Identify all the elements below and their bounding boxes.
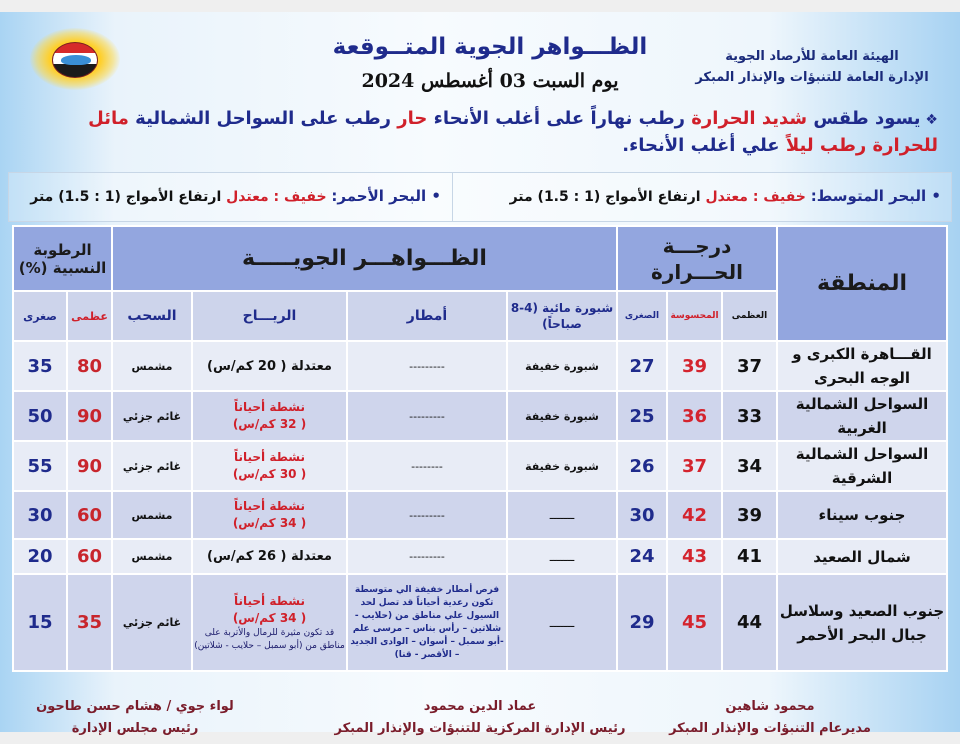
cell-clouds: غائم جزئي — [112, 574, 192, 671]
cell-rain: فرص أمطار خفيفة الي متوسطة تكون رعدية أحياناً قد تصل لحد السيول علي مناطق من (حلايب - شلاتين – رأس بناس – مرسى علم -أبو سمبل – أسوان – الوادى الجديد – الأقصر - قنا) — [347, 574, 507, 671]
sea-waves: ارتفاع الأمواج (1 : 1.5) متر — [30, 189, 222, 205]
signer-title: رئيس مجلس الإدارة — [71, 721, 199, 736]
sea-divider — [452, 173, 453, 221]
wind-state: نشطة أحياناً — [233, 400, 306, 414]
table-row — [13, 441, 947, 491]
table-row — [13, 491, 947, 539]
subheader-fog: شبورة مائية (4-8 صباحاً) — [507, 291, 617, 341]
wind-state: معتدلة ( 20 كم/س) — [207, 358, 332, 374]
sea-state: خفيف : معتدل — [705, 189, 806, 205]
cell-fog: شبورة خفيفة — [507, 391, 617, 441]
header-phenomena: الظـــواهـــر الجويـــــة — [112, 226, 617, 291]
cell-region: السواحل الشمالية الشرقية — [777, 441, 947, 491]
subheader-clouds: السحب — [112, 291, 192, 341]
cell-rain: --------- — [347, 391, 507, 441]
subheader-temp-min: الصغرى — [617, 291, 667, 341]
cell-rain: --------- — [347, 341, 507, 391]
signer-title: مديرعام التنبؤات والإنذار المبكر — [669, 721, 871, 736]
cell-clouds: مشمس — [112, 539, 192, 574]
subheader-wind: الريـــاح — [192, 291, 347, 341]
cell-temp-felt: 42 — [667, 491, 722, 539]
cell-temp-max: 34 — [722, 441, 777, 491]
cell-temp-max: 37 — [722, 341, 777, 391]
cell-temp-max: 39 — [722, 491, 777, 539]
cell-fog: ـــــــ — [507, 491, 617, 539]
sea-state: خفيف : معتدل — [226, 189, 327, 205]
cell-clouds: غائم جزئي — [112, 441, 192, 491]
subheader-temp-max: العظمى — [722, 291, 777, 341]
ema-logo-icon — [30, 28, 120, 90]
logo-emblem — [52, 42, 98, 78]
signer-title: رئيس الإدارة المركزية للتنبؤات والإنذار المبكر — [334, 721, 626, 736]
summary-part-highlight: حار — [397, 108, 428, 129]
cell-hum-min: 55 — [13, 441, 67, 491]
cell-hum-max: 35 — [67, 574, 112, 671]
summary-part: يسود طقس — [807, 108, 921, 129]
cell-temp-min: 25 — [617, 391, 667, 441]
cell-hum-min: 35 — [13, 341, 67, 391]
cell-temp-min: 27 — [617, 341, 667, 391]
cell-temp-max: 44 — [722, 574, 777, 671]
cell-hum-max: 60 — [67, 491, 112, 539]
cell-temp-min: 29 — [617, 574, 667, 671]
logo-cloud-icon — [61, 55, 91, 65]
cell-temp-max: 41 — [722, 539, 777, 574]
wind-state: نشطة أحياناً — [233, 593, 306, 608]
sea-waves: ارتفاع الأمواج (1 : 1.5) متر — [509, 189, 701, 205]
wind-state: نشطة أحياناً — [233, 450, 306, 464]
cell-hum-min: 50 — [13, 391, 67, 441]
cell-temp-min: 26 — [617, 441, 667, 491]
cell-region: القـــاهرة الكبرى و الوجه البحرى — [777, 341, 947, 391]
weather-summary — [18, 106, 938, 159]
cell-wind — [192, 539, 347, 574]
wind-note: قد تكون مثيرة للرمال والأتربة على مناطق من (أبو سمبل – حلايب - شلاتين) — [194, 627, 345, 651]
subheader-rain: أمطار — [347, 291, 507, 341]
cell-fog: شبورة خفيفة — [507, 441, 617, 491]
cell-clouds: مشمس — [112, 341, 192, 391]
header-humidity: الرطوبة النسبية (%) — [13, 226, 112, 291]
cell-fog: ـــــــ — [507, 574, 617, 671]
cell-wind — [192, 574, 347, 671]
cell-rain: --------- — [347, 539, 507, 574]
cell-temp-felt: 39 — [667, 341, 722, 391]
cell-temp-min: 24 — [617, 539, 667, 574]
sea-red — [30, 187, 441, 205]
cell-hum-max: 80 — [67, 341, 112, 391]
summary-part: رطب على السواحل الشمالية — [128, 108, 398, 129]
signer-name: لواء جوي / هشام حسن طاحون — [36, 699, 234, 714]
cell-region: جنوب سيناء — [777, 491, 947, 539]
cell-wind — [192, 491, 347, 539]
wind-speed: ( 32 كم/س) — [232, 417, 307, 431]
header-region: المنطقة — [777, 226, 947, 341]
summary-part-highlight: شديد الحرارة — [691, 108, 808, 129]
diamond-bullet-icon: ❖ — [920, 112, 938, 128]
cell-hum-min: 30 — [13, 491, 67, 539]
sea-name: • البحر المتوسط: — [810, 187, 941, 205]
cell-hum-max: 60 — [67, 539, 112, 574]
wind-speed: ( 34 كم/س) — [232, 516, 307, 530]
cell-temp-felt: 36 — [667, 391, 722, 441]
summary-part-highlight: مائل للحرارة رطب ليلاً — [88, 108, 938, 156]
cell-temp-felt: 43 — [667, 539, 722, 574]
cell-hum-min: 20 — [13, 539, 67, 574]
forecast-bulletin — [0, 12, 960, 736]
table-row — [13, 341, 947, 391]
wind-speed: ( 34 كم/س) — [232, 610, 307, 625]
sea-mediterranean — [510, 187, 941, 205]
summary-part: علي أغلب الأنحاء. — [622, 135, 786, 156]
header-temperature: درجـــة الحـــرارة — [617, 226, 777, 291]
cell-rain: -------- — [347, 441, 507, 491]
cell-wind — [192, 391, 347, 441]
wind-state: نشطة أحياناً — [233, 499, 306, 513]
bulletin-date: يوم السبت 03 أغسطس 2024 — [361, 70, 619, 92]
cell-hum-min: 15 — [13, 574, 67, 671]
org-line-2: الإدارة العامة للتنبؤات والإنذار المبكر — [695, 70, 929, 85]
cell-rain: --------- — [347, 491, 507, 539]
cell-wind — [192, 441, 347, 491]
cell-temp-felt: 45 — [667, 574, 722, 671]
cell-region: السواحل الشمالية الغربية — [777, 391, 947, 441]
subheader-hum-min: صغرى — [13, 291, 67, 341]
summary-part: رطب نهاراً على أغلب الأنحاء — [427, 108, 692, 129]
forecast-table — [12, 225, 948, 672]
cell-region: جنوب الصعيد وسلاسل جبال البحر الأحمر — [777, 574, 947, 671]
cell-hum-max: 90 — [67, 391, 112, 441]
table-row — [13, 391, 947, 441]
signer-name: محمود شاهين — [725, 699, 815, 714]
signature-forecast-director — [640, 696, 900, 740]
sea-state-box — [8, 172, 952, 222]
table-row — [13, 574, 947, 671]
wind-state: معتدلة ( 26 كم/س) — [207, 549, 332, 564]
signature-board-chairman — [10, 696, 260, 740]
cell-wind — [192, 341, 347, 391]
subheader-temp-felt: المحسوسة — [667, 291, 722, 341]
cell-clouds: غائم جزئي — [112, 391, 192, 441]
cell-fog: ـــــــ — [507, 539, 617, 574]
cell-fog: شبورة خفيفة — [507, 341, 617, 391]
org-line-1: الهيئة العامة للأرصاد الجوية — [725, 49, 899, 64]
wind-speed: ( 30 كم/س) — [232, 467, 307, 481]
signature-central-admin-head — [330, 696, 630, 740]
cell-temp-felt: 37 — [667, 441, 722, 491]
table-row — [13, 539, 947, 574]
organization-name — [682, 46, 942, 88]
cell-clouds: مشمس — [112, 491, 192, 539]
cell-temp-min: 30 — [617, 491, 667, 539]
table-header-row — [13, 226, 947, 291]
cell-hum-max: 90 — [67, 441, 112, 491]
bulletin-title: الظـــواهر الجوية المتــوقعة — [332, 34, 648, 60]
cell-region: شمال الصعيد — [777, 539, 947, 574]
signer-name: عماد الدين محمود — [423, 699, 537, 714]
cell-temp-max: 33 — [722, 391, 777, 441]
subheader-hum-max: عظمى — [67, 291, 112, 341]
sea-name: • البحر الأحمر: — [331, 187, 441, 205]
